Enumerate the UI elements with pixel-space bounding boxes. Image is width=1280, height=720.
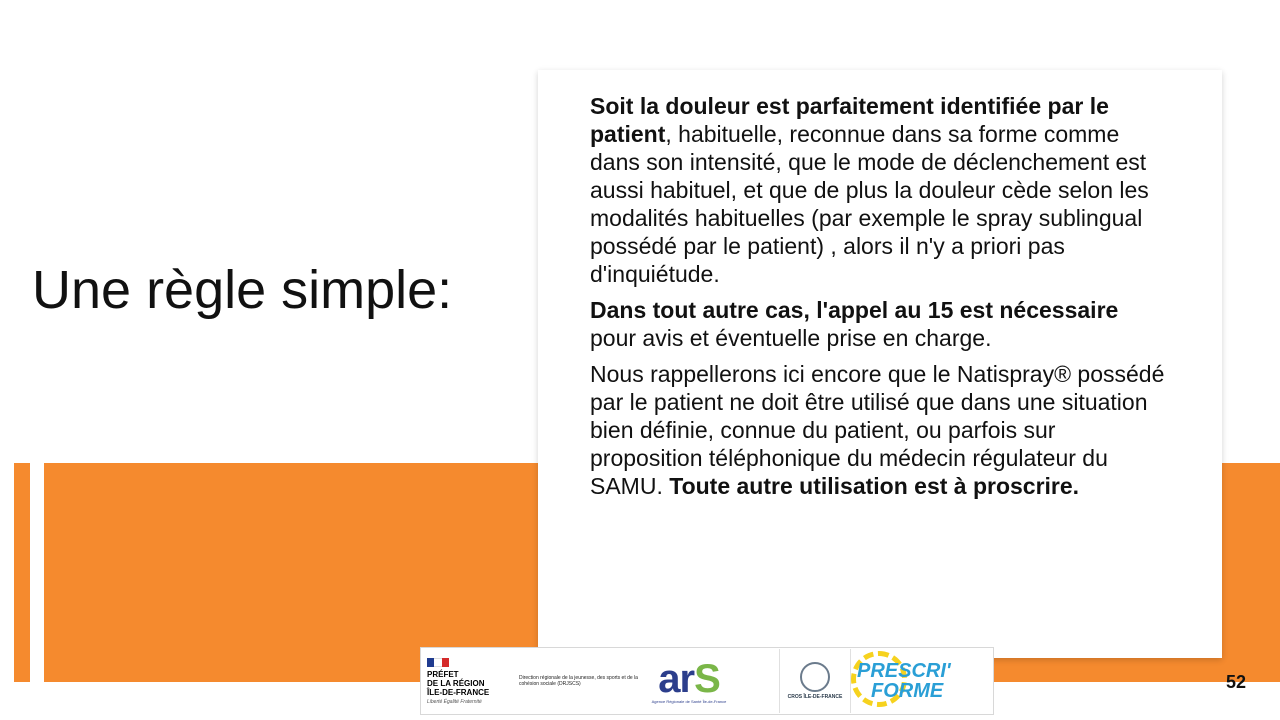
cros-logo xyxy=(779,649,851,713)
prefet-motto: Liberté Égalité Fraternité xyxy=(427,698,482,705)
prescriforme-logo xyxy=(851,649,967,713)
ars-subtitle: Agence Régionale de Santé Île-de-France xyxy=(651,698,727,704)
orange-side-stripe xyxy=(14,463,30,682)
paragraph-3-text: Nous rappellerons ici encore que le Natispray® possédé par le patient ne doit être utilisé que dans une situation bien définie, connue du patient, ou parfois sur proposition téléphonique du médecin régulateur du SAMU. xyxy=(590,361,1165,499)
paragraph-2-bold: Dans tout autre cas, l'appel au 15 est nécessaire xyxy=(590,297,1119,323)
prefet-line-1: PRÉFET xyxy=(427,669,459,679)
paragraph-2 xyxy=(590,296,1170,352)
ars-wordmark xyxy=(658,656,720,701)
paragraph-3-bold: Toute autre utilisation est à proscrire. xyxy=(669,473,1080,499)
paragraph-1-bold: Soit la douleur est parfaitement identifiée par le patient xyxy=(590,93,1109,147)
partner-logos xyxy=(420,647,994,715)
ars-wordmark-ar: ar xyxy=(658,656,695,701)
paragraph-1 xyxy=(590,92,1170,288)
drjscs-label: Direction régionale de la jeunesse, des sports et de la cohésion sociale (DRJSCS) xyxy=(519,675,638,687)
paragraph-1-text: , habituelle, reconnue dans sa forme comme dans son intensité, que le mode de déclenchement est aussi habituel, et que de plus la douleur cède selon les modalités habituelles (par exemple le spray sublingual possédé par le patient) , alors il n'y a priori pas d'inquiétude. xyxy=(590,121,1149,287)
prescriforme-line-2: FORME xyxy=(871,680,944,702)
prefet-logo xyxy=(421,649,513,713)
paragraph-3 xyxy=(590,360,1170,500)
olympic-emblem-icon xyxy=(800,662,830,692)
paragraph-2-text: pour avis et éventuelle prise en charge. xyxy=(590,325,992,351)
content-card xyxy=(538,70,1222,658)
cros-label: CROS ÎLE-DE-FRANCE xyxy=(787,694,843,700)
prescriforme-line-1: PRESCRI' xyxy=(857,660,951,682)
french-flag-icon xyxy=(427,658,449,667)
ars-logo xyxy=(639,649,739,713)
prefet-line-3: ÎLE-DE-FRANCE xyxy=(427,687,490,697)
page-number: 52 xyxy=(1225,672,1247,692)
ars-wordmark-s: S xyxy=(694,656,720,701)
slide-title: Une règle simple: xyxy=(32,260,453,320)
prefet-line-2: DE LA RÉGION xyxy=(427,678,485,688)
